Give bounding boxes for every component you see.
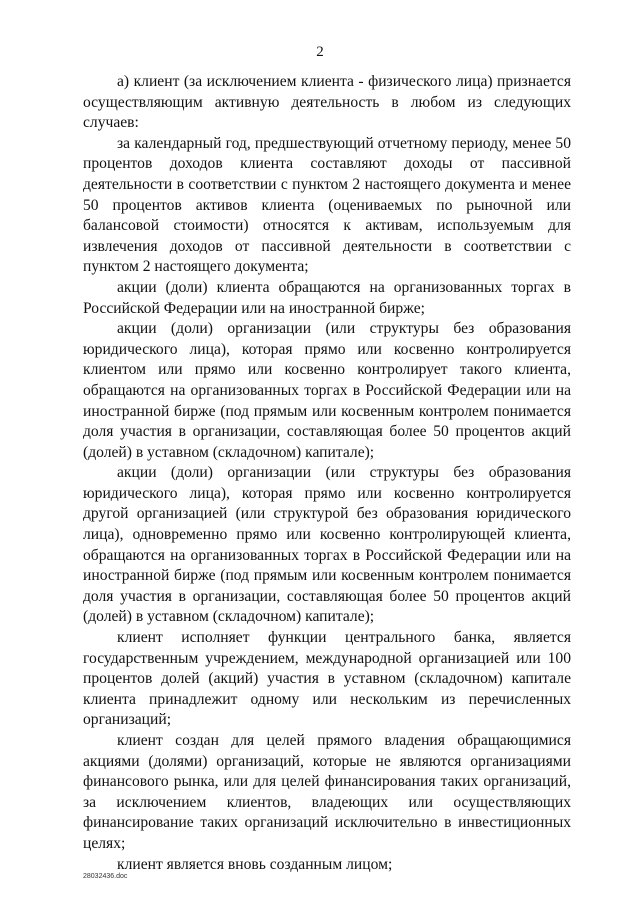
paragraph-condition-shares-controlled: акции (доли) организации (или структуры без образования юридического лица), которая прямо или косвенно контролируется клиентом или прямо или косвенно контролирует такого клиента, обращаются на организованных торгах в Российской Федерации или на иностранной бирже (под прямым или косвенным контролем понимается доля участия в организации, составляющая более 50 процентов акций (долей) в уставном (складочном) капитале); [83, 320, 571, 461]
paragraph-condition-income: за календарный год, предшествующий отчетному периоду, менее 50 процентов доходов клиента составляют доходы от пассивной деятельности в соответствии с пунктом 2 настоящего документа и менее 50 процентов активов клиента (оцениваемых по рыночной или балансовой стоимости) относятся к активам, используемым для извлечения доходов от пассивной деятельности в соответствии с пунктом 2 настоящего документа; [83, 134, 571, 276]
paragraph-condition-holding: клиент создан для целей прямого владения обращающимися акциями (долями) организаций, которые не являются организациями финансового рынка, или для целей финансирования таких организаций, за исключением клиентов, владеющих или осуществляющих финансирование таких организаций исключительно в инвестиционных целях; [83, 732, 571, 852]
paragraph-condition-central-bank: клиент исполняет функции центрального банка, является государственным учреждением, международной организацией или 100 процентов долей (акций) участия в уставном (складочном) капитале клиента принадлежит одному или нескольким из перечисленных организаций; [83, 629, 571, 729]
paragraph-condition-shares-sister: акции (доли) организации (или структуры без образования юридического лица), которая прямо или косвенно контролируется другой организацией (или структурой без образования юридического лица), одновременно прямо или косвенно контролирующей клиента, обращаются на организованных торгах в Российской Федерации или на иностранной бирже (под прямым или косвенным контролем понимается доля участия в организации, составляющая более 50 процентов акций (долей) в уставном (складочном) капитале); [83, 464, 571, 626]
paragraph-intro: а) клиент (за исключением клиента - физического лица) признается осуществляющим активную деятельность в любом из следующих случаев: [83, 73, 571, 132]
paragraph-condition-new-entity: клиент является вновь созданным лицом; [117, 855, 393, 873]
paragraph-condition-shares-client: акции (доли) клиента обращаются на организованных торгах в Российской Федерации или на иностранной бирже; [83, 278, 571, 317]
document-body [83, 72, 571, 875]
footer-file-code: 28032436.doc [83, 873, 128, 880]
page-number: 2 [316, 44, 324, 60]
